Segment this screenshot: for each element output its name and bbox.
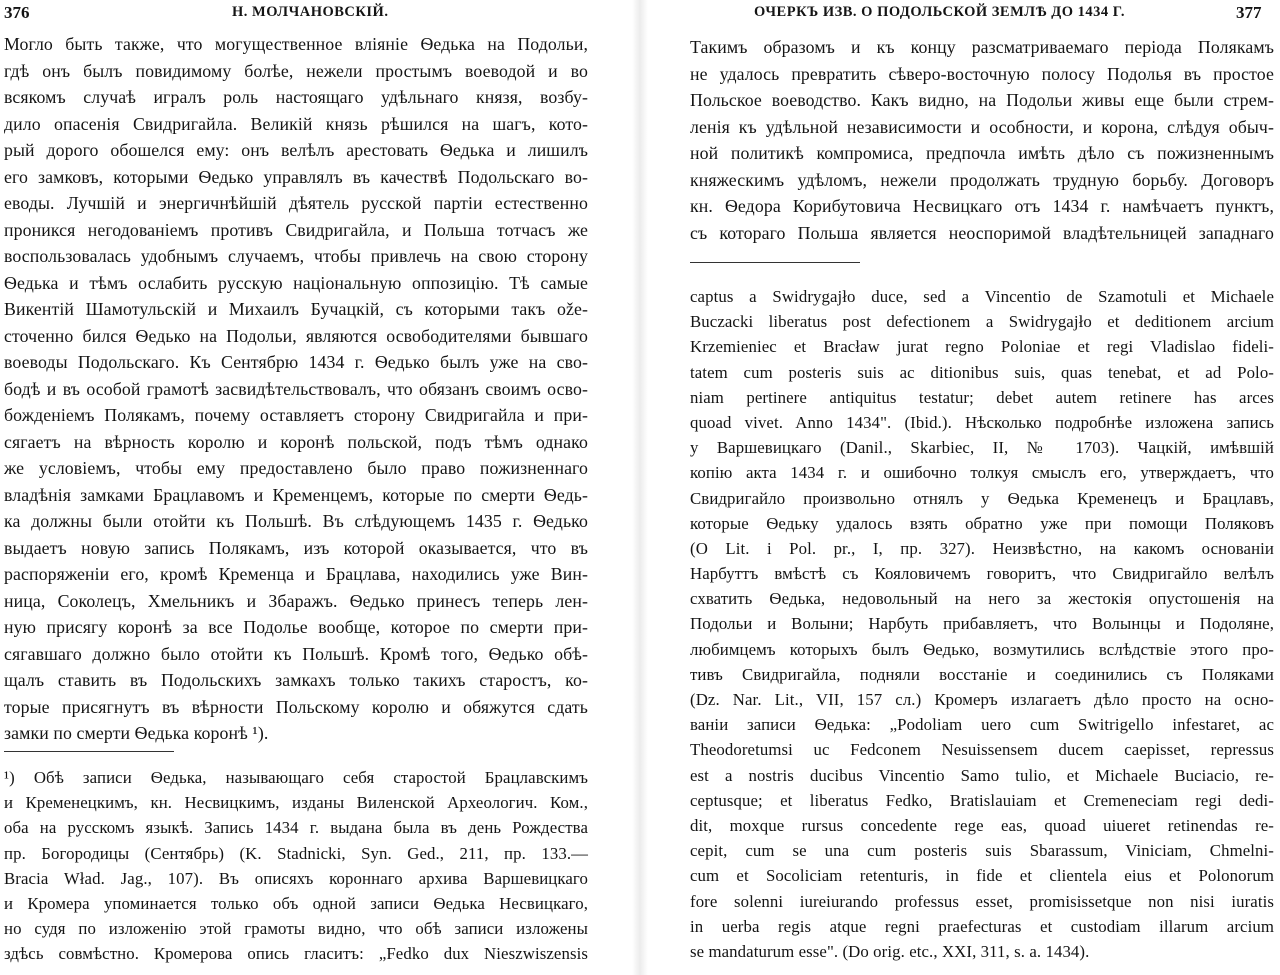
- footnote-line: Krzemieniec et Bracław jurat regno Poloniae et regi Vladislao fideli-: [690, 337, 1274, 357]
- body-text-line: сягавшаго должно было отойти къ Польшѣ. Кромѣ того, Ѳедько обѣ-: [4, 643, 588, 664]
- body-text-line: Польское воеводство. Какъ видно, на Подольи живы еще были стрем-: [690, 90, 1274, 110]
- footnote-line: ваніи записи Ѳедька: „Podoliam uero cum Switrigello infestaret, ac: [690, 715, 1274, 735]
- footnote-line: (Dz. Nar. Lit., VII, 157 сл.) Кромеръ излагаетъ дѣло просто на осно-: [690, 690, 1274, 709]
- body-text-line: Такимъ образомъ и къ концу разсматриваемаго періода Полякамъ: [690, 37, 1274, 57]
- body-text-line: ленія къ удѣльной независимости и особности, и корона, слѣдуя обыч-: [690, 116, 1274, 137]
- body-text-line: щалъ ставить въ Подольскихъ замкахъ только такихъ старостъ, ко-: [4, 670, 588, 690]
- footnote-line: Bracia Wład. Jag., 107). Въ описяхъ короннаго архива Варшевицкаго: [4, 868, 588, 888]
- right-body-text: [690, 34, 1274, 246]
- body-text-line: воспользовалась удобнымъ случаемъ, чтобы привлечь на свою сторону: [4, 246, 588, 266]
- footnote-line: ¹) Обѣ записи Ѳедька, называющаго себя старостой Брацлавскимъ: [4, 768, 588, 787]
- body-text-line: бодѣ и въ особой грамотѣ засвидѣтельствовалъ, что обязанъ своимъ осво-: [4, 378, 588, 399]
- footnote-line: se mandaturum esse". (Do orig. etc., XXI, 311, s. a. 1434).: [690, 941, 1090, 961]
- body-text-line: сточенно бился Ѳедько на Подольи, являются освободителями бывшаго: [4, 325, 588, 346]
- footnote-line: quoad vivet. Anno 1434". (Ibid.). Нѣсколько подробнѣе изложена запись: [690, 412, 1274, 432]
- footnote-line: тивъ Свидригайла, подняли восстаніе и соединились съ Поляками: [690, 664, 1274, 684]
- footnote-line: Theodoretumsi uc Fedconem Nesuissensem ducem caepisset, repressus: [690, 740, 1274, 760]
- body-text-line: его замковъ, которыми Ѳедько управлялъ въ качествѣ Подольскаго во-: [4, 166, 588, 187]
- footnote-separator: [4, 751, 174, 752]
- footnote-line: in uerba regis atque regni praefecturas et custodiam illarum arcium: [690, 916, 1274, 936]
- footnote-line: cepit, cum se una cum posteris suis Sbarassum, Viniciam, Chmelni-: [690, 841, 1274, 861]
- left-footnote: [4, 765, 588, 967]
- body-text-line: Ѳедька и тѣмъ ослабить русскую національную оппозицію. Тѣ самые: [4, 272, 588, 293]
- body-text-line: ница, Соколецъ, Хмельникъ и Збаражъ. Ѳедько принесъ теперь лен-: [4, 590, 588, 611]
- footnote-line: (O Lit. i Pol. pr., I, пр. 327). Неизвѣстно, на какомъ основаніи: [690, 538, 1274, 558]
- body-text-line: божденіемъ Полякамъ, почему оставляетъ сторону Свидригайла и при-: [4, 405, 588, 425]
- footnote-line: у Варшевицкаго (Danil., Skarbiec, II, № 1703). Чацкій, имѣвшій: [690, 438, 1274, 458]
- footnote-line: здѣсь совмѣстно. Кромерова опись гласитъ: „Fedko dux Nieszwiszensis: [4, 944, 588, 964]
- footnote-line: niam pertinere antiquitus testatur; debet autem retinere has arces: [690, 387, 1274, 407]
- body-text-line: не удалось превратить сѣверо-восточную полосу Подолья въ простое: [690, 63, 1274, 84]
- right-page-number: 377: [1236, 3, 1262, 22]
- left-running-head: Н. МОЛЧАНОВСКІЙ.: [232, 4, 389, 20]
- body-text-line: съ котораго Польша является неоспоримой владѣтельницей западнаго: [690, 222, 1274, 243]
- body-text-line: кн. Ѳедора Корибутовича Несвицкаго отъ 1434 г. намѣчаетъ пунктъ,: [690, 196, 1274, 216]
- right-page: [640, 0, 1280, 975]
- footnote-line: Нарбуттъ вмѣстѣ съ Кояловичемъ говоритъ, что Свидригайло велѣлъ: [690, 564, 1274, 584]
- body-text-line: торые присягнутъ въ вѣрности Польскому королю и обяжутся сдать: [4, 696, 588, 717]
- body-text-line: распоряженіи его, кромѣ Кременца и Брацлава, находились уже Вин-: [4, 564, 588, 584]
- right-footnote: [690, 284, 1274, 964]
- footnote-line: Свидригайло произвольно отнялъ у Ѳедька Кременецъ и Брацлавъ,: [690, 488, 1274, 508]
- body-text-line: владѣнія замками Брацлавомъ и Кременцемъ, которые по смерти Ѳедь-: [4, 484, 588, 505]
- body-text-line: княжескимъ удѣломъ, нежели продолжать трудную борьбу. Договоръ: [690, 169, 1274, 190]
- footnote-line: но судя по изложенію этой грамоты видно, что обѣ записи изложены: [4, 919, 588, 939]
- left-page-number: 376: [4, 3, 30, 22]
- body-text-line: проникся негодованіемъ противъ Свидригайла, и Польша тотчасъ же: [4, 219, 588, 240]
- footnote-line: схватить Ѳедька, недовольный на него за жестокія опустошенія на: [690, 589, 1274, 609]
- left-body-text: [4, 31, 588, 747]
- body-text-line: гдѣ онъ былъ повидимому болѣе, нежели простымъ воеводой и во: [4, 60, 588, 81]
- footnote-separator: [690, 262, 860, 263]
- footnote-line: копію акта 1434 г. и ошибочно толкуя смыслъ его, утверждаетъ, что: [690, 463, 1274, 483]
- footnote-line: пр. Богородицы (Сентябрь) (K. Stadnicki, Syn. Ged., 211, пр. 133.—: [4, 843, 588, 863]
- body-text-line: Могло быть также, что могущественное вліяніе Ѳедька на Подольи,: [4, 34, 588, 54]
- footnote-line: которые Ѳедьку удалось взять обратно уже при помощи Поляковъ: [690, 513, 1274, 533]
- body-text-line: замки по смерти Ѳедька коронѣ ¹).: [4, 723, 269, 743]
- footnote-line: Подольи и Волыни; Нарбуть прибавляетъ, что Волынцы и Подоляне,: [690, 614, 1274, 634]
- footnote-line: dit, moxque rursus concedente rege eas, quoad uiueret retinendas re-: [690, 815, 1274, 835]
- footnote-line: ceptusque; et liberatus Fedko, Bratislauiam et Cremeneciam regi dedi-: [690, 790, 1274, 810]
- body-text-line: всякомъ случаѣ игралъ роль настоящаго удѣльнаго князя, возбу-: [4, 87, 588, 107]
- footnote-line: и Кременецкимъ, кн. Несвицкимъ, изданы Виленской Археологич. Ком.,: [4, 793, 588, 813]
- body-text-line: Викентій Шамотульскій и Михаилъ Бучацкій, съ которыми такъ ože-: [4, 299, 588, 319]
- body-text-line: воеводы Подольскаго. Къ Сентябрю 1434 г. Ѳедько былъ уже на сво-: [4, 352, 588, 372]
- footnote-line: оба на русскомъ языкѣ. Запись 1434 г. выдана была въ день Рождества: [4, 818, 588, 838]
- right-running-head: ОЧЕРКЪ ИЗВ. О ПОДОЛЬСКОЙ ЗЕМЛѢ ДО 1434 Г.: [754, 4, 1126, 20]
- body-text-line: ную присягу коронѣ за все Подолье вообще, которое по смерти при-: [4, 617, 588, 637]
- body-text-line: еводы. Лучшій и энергичнѣйшій дѣятель русской партіи естественно: [4, 193, 588, 213]
- body-text-line: же условіемъ, чтобы ему предоставлено было право пожизненнаго: [4, 458, 588, 478]
- footnote-line: captus a Swidrygajło duce, sed a Vincentio de Szamotuli et Michaele: [690, 287, 1274, 306]
- footnote-line: Buczacki liberatus post defectionem a Swidrygajło et deditionem arcium: [690, 312, 1274, 332]
- body-text-line: рый дорого обошелся ему: онъ велѣлъ арестовать Ѳедька и лишилъ: [4, 140, 588, 160]
- footnote-line: и Кромера упоминается только объ одной записи Ѳедька Несвицкаго,: [4, 893, 588, 913]
- footnote-line: fore solenni iureiurando professus esset, promisissetque non nisi iuratis: [690, 891, 1274, 911]
- footnote-line: tatem cum posteris suis ac ditionibus suis, quas tenebat, et ad Polo-: [690, 362, 1274, 382]
- footnote-line: est a nostris ducibus Vincentio Samo tulio, et Michaele Buciacio, re-: [690, 765, 1274, 785]
- body-text-line: ка должны были отойти къ Польшѣ. Въ слѣдующемъ 1435 г. Ѳедько: [4, 511, 588, 531]
- body-text-line: выдаетъ новую запись Полякамъ, изъ которой оказывается, что въ: [4, 537, 588, 558]
- body-text-line: ной политикѣ компромиса, предпочла имѣть дѣло съ пожизненнымъ: [690, 143, 1274, 163]
- footnote-line: cum et Socoliciam retenturis, in fide et clientela eius et Polonorum: [690, 866, 1274, 886]
- body-text-line: дило опасенія Свидригайла. Великій князь рѣшился на шагъ, кото-: [4, 113, 588, 134]
- body-text-line: сягаетъ на вѣрность королю и коронѣ польской, подъ тѣмъ однако: [4, 431, 588, 452]
- footnote-line: любимцемъ которыхъ былъ Ѳедько, возмутились вслѣдствіе этого про-: [690, 639, 1274, 659]
